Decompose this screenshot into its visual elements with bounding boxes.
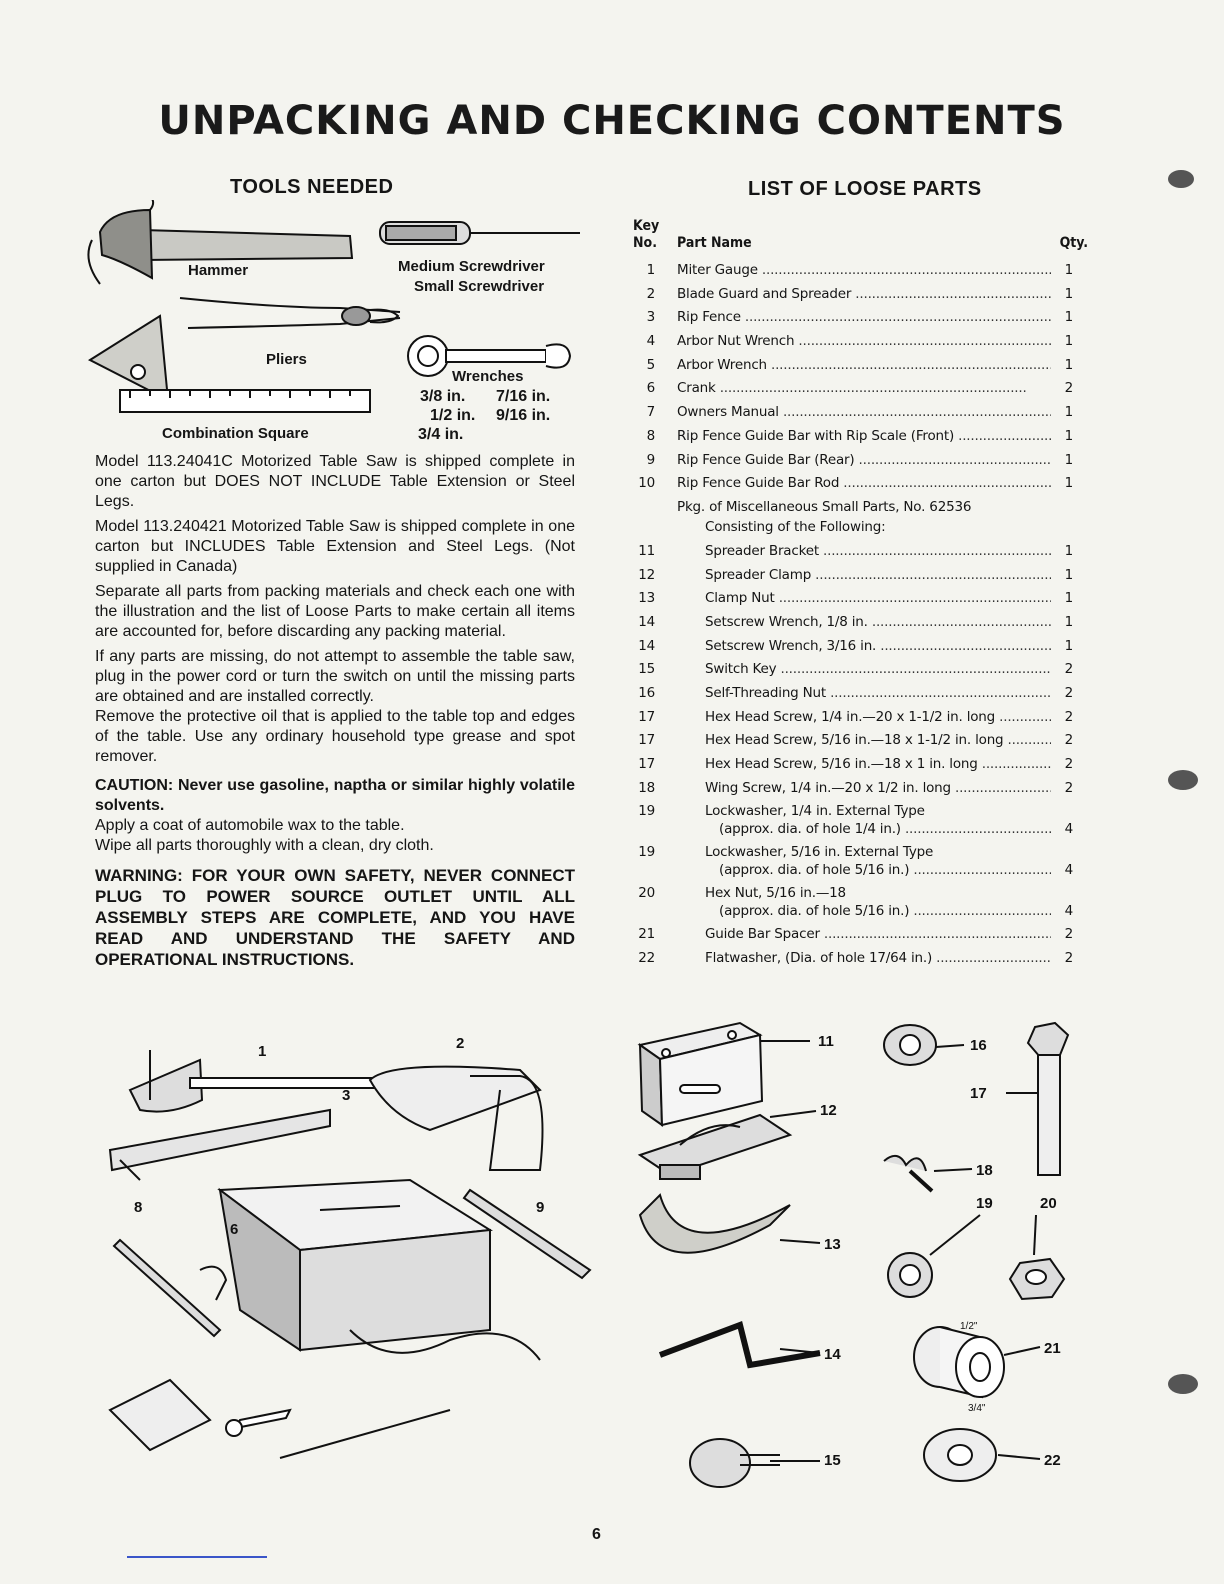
part-row (633, 661, 1073, 685)
part-name-detail: (approx. dia. of hole 1/4 in.) ..... (719, 821, 1051, 837)
misc-package-row (633, 499, 1073, 543)
callout-16: 16 (970, 1037, 987, 1054)
callout-14: 14 (824, 1346, 841, 1363)
part-qty: 2 (1064, 661, 1073, 678)
combination-square-icon (90, 316, 370, 412)
part-row (633, 475, 1073, 499)
part-name: Spreader Bracket ..... (705, 543, 1051, 559)
guide-bar-spacer-icon (914, 1327, 1004, 1397)
part-name: Hex Head Screw, 5/16 in.—18 x 1-1/2 in. long ..... (705, 732, 1051, 748)
part-qty: 1 (1064, 613, 1073, 630)
part-key: 19 (638, 844, 655, 861)
table-saw-parts-diagram (90, 1020, 610, 1490)
rip-fence-icon (110, 1110, 330, 1180)
wrench-size-9-16: 9/16 in. (496, 407, 551, 424)
part-name: Owners Manual ..... (677, 404, 1051, 420)
part-name: Guide Bar Spacer ..... (705, 926, 1051, 942)
part-qty: 1 (1064, 590, 1073, 607)
callout-3: 3 (342, 1087, 351, 1104)
part-name: Arbor Nut Wrench ..... (677, 333, 1051, 349)
part-qty: 2 (1064, 732, 1073, 749)
part-row (633, 543, 1073, 567)
part-qty: 2 (1064, 950, 1073, 967)
part-name: Rip Fence Guide Bar (Rear) ..... (677, 452, 1051, 468)
part-name: Switch Key ..... (705, 661, 1051, 677)
callout-2: 2 (456, 1035, 465, 1052)
part-name: Rip Fence Guide Bar Rod ..... (677, 475, 1051, 491)
part-key: 12 (638, 566, 655, 583)
part-row (633, 756, 1073, 780)
part-row (633, 614, 1073, 638)
part-qty: 1 (1064, 637, 1073, 654)
clamp-nut-icon (640, 1195, 790, 1253)
bottom-link-underline (127, 1556, 267, 1558)
part-qty: 1 (1064, 404, 1073, 421)
part-name: Hex Head Screw, 5/16 in.—18 x 1 in. long ..... (705, 756, 1051, 772)
part-key: 14 (638, 637, 655, 654)
setscrew-wrench-icon (660, 1325, 820, 1365)
scan-speck (1168, 1374, 1198, 1394)
arbor-wrench-icon (226, 1410, 290, 1436)
instructions-text (95, 452, 575, 975)
part-qty: 1 (1064, 451, 1073, 468)
part-qty: 2 (1064, 779, 1073, 796)
part-key: 6 (646, 380, 655, 397)
part-name: Crank ..... (677, 380, 1051, 396)
part-name: Arbor Wrench ..... (677, 357, 1051, 373)
pliers-label: Pliers (266, 351, 307, 368)
part-row (633, 709, 1073, 733)
callout-22: 22 (1044, 1452, 1061, 1469)
wipe-paragraph: Wipe all parts thoroughly with a clean, dry cloth. (95, 837, 434, 854)
loose-parts-heading: LIST OF LOOSE PARTS (748, 178, 982, 200)
part-row (633, 926, 1073, 950)
dimension-half-inch: 1/2" (960, 1321, 978, 1332)
part-row (633, 380, 1073, 404)
part-qty: 2 (1064, 708, 1073, 725)
page-number: 6 (592, 1526, 601, 1543)
part-key: 22 (638, 950, 655, 967)
wrenches-label: Wrenches (452, 368, 524, 385)
part-row (633, 844, 1073, 885)
part-qty: 2 (1064, 756, 1073, 773)
part-key: 4 (646, 333, 655, 350)
small-screwdriver-label: Small Screwdriver (414, 278, 545, 295)
part-qty: 4 (1064, 903, 1073, 920)
part-qty: 4 (1064, 862, 1073, 879)
part-qty: 1 (1064, 285, 1073, 302)
part-key: 10 (638, 475, 655, 492)
part-key: 11 (638, 542, 655, 559)
model-41c-paragraph: Model 113.24041C Motorized Table Saw is shipped complete in one carton but DOES NOT INCLUDE Table Extension or Steel Legs. (95, 453, 575, 510)
part-name-detail: (approx. dia. of hole 5/16 in.) ..... (719, 903, 1051, 919)
callout-21: 21 (1044, 1340, 1061, 1357)
part-row (633, 262, 1073, 286)
callout-6a: 6 (230, 1221, 239, 1238)
callout-17: 17 (970, 1085, 987, 1102)
owners-manual-icon (110, 1380, 210, 1450)
small-parts-diagram (620, 1015, 1090, 1500)
part-row (633, 780, 1073, 804)
callout-15: 15 (824, 1452, 841, 1469)
wrench-size-3-4: 3/4 in. (418, 426, 464, 443)
part-key: 3 (646, 309, 655, 326)
part-row (633, 732, 1073, 756)
dimension-three-quarter-inch: 3/4" (968, 1403, 986, 1414)
medium-screwdriver-label: Medium Screwdriver (398, 258, 545, 275)
part-row (633, 428, 1073, 452)
callout-8: 8 (134, 1199, 143, 1216)
part-name: Wing Screw, 1/4 in.—20 x 1/2 in. long ..... (705, 780, 1051, 796)
hammer-label: Hammer (188, 262, 249, 279)
part-name: Hex Head Screw, 1/4 in.—20 x 1-1/2 in. long ..... (705, 709, 1051, 725)
hex-nut-icon (1010, 1259, 1064, 1299)
part-key: 8 (646, 427, 655, 444)
part-row (633, 638, 1073, 662)
callout-19: 19 (976, 1195, 993, 1212)
part-row (633, 357, 1073, 381)
flatwasher-icon (924, 1429, 996, 1481)
part-name: Lockwasher, 1/4 in. External Type (705, 803, 925, 820)
misc-consisting-line: Consisting of the Following: (705, 518, 886, 535)
callout-13: 13 (824, 1236, 841, 1253)
table-saw-icon (220, 1180, 490, 1350)
part-qty: 2 (1064, 926, 1073, 943)
wax-paragraph: Apply a coat of automobile wax to the table. (95, 817, 405, 834)
model-421-paragraph: Model 113.240421 Motorized Table Saw is shipped complete in one carton but INCLUDES Table Extension and Steel Legs. (Not supplied in Canada) (95, 518, 575, 575)
part-row (633, 567, 1073, 591)
part-key: 9 (646, 451, 655, 468)
part-name-detail: (approx. dia. of hole 5/16 in.) ..... (719, 862, 1051, 878)
qty-header: Qty. (1059, 235, 1088, 251)
part-key: 20 (638, 885, 655, 902)
crank-icon (200, 1267, 226, 1300)
part-key: 2 (646, 285, 655, 302)
callout-20: 20 (1040, 1195, 1057, 1212)
tools-illustration (80, 200, 580, 450)
part-qty: 1 (1064, 309, 1073, 326)
part-key: 16 (638, 685, 655, 701)
guide-bar-front-icon (114, 1240, 220, 1336)
part-key: 17 (638, 708, 655, 725)
pliers-icon (180, 298, 400, 328)
missing-parts-paragraph: If any parts are missing, do not attempt to assemble the table saw, plug in the power cord or turn the switch on until the missing parts are obtained and are installed correctly. (95, 648, 575, 705)
page-title: UNPACKING AND CHECKING CONTENTS (158, 98, 1066, 144)
self-threading-nut-icon (884, 1025, 936, 1065)
part-row (633, 885, 1073, 926)
part-row (633, 404, 1073, 428)
separate-parts-paragraph: Separate all parts from packing materials and check each one with the illustration and the list of Loose Parts to make certain all items are accounted for, before discarding any packing material. (95, 583, 575, 640)
part-name: Clamp Nut ..... (705, 590, 1051, 606)
part-row (633, 803, 1073, 844)
part-key: 18 (638, 779, 655, 796)
warning-text: WARNING: FOR YOUR OWN SAFETY, NEVER CONNECT PLUG TO POWER SOURCE OUTLET UNTIL ALL ASSEMBLY STEPS ARE COMPLETE, AND YOU HAVE READ AND UNDERSTAND THE SAFETY AND OPERATIONAL INSTRUCTIONS. (95, 866, 575, 969)
part-name: Setscrew Wrench, 1/8 in. ..... (705, 614, 1051, 630)
guide-bar-rod-icon (280, 1410, 450, 1458)
part-name: Self-Threading Nut ..... (705, 685, 1051, 701)
part-key: 7 (646, 404, 655, 421)
part-qty: 1 (1064, 542, 1073, 559)
switch-key-icon (690, 1439, 780, 1487)
part-key: 19 (638, 803, 655, 820)
wrench-size-7-16: 7/16 in. (496, 388, 551, 405)
hex-head-screw-icon (1028, 1023, 1068, 1175)
part-key: 14 (638, 613, 655, 630)
tools-needed-heading: TOOLS NEEDED (230, 176, 394, 198)
part-qty: 1 (1064, 475, 1073, 492)
misc-package-line: Pkg. of Miscellaneous Small Parts, No. 62536 (677, 498, 972, 515)
part-row (633, 286, 1073, 310)
part-name: Lockwasher, 5/16 in. External Type (705, 844, 934, 861)
part-row (633, 309, 1073, 333)
part-key: 15 (638, 661, 655, 678)
part-row (633, 590, 1073, 614)
part-key: 17 (638, 732, 655, 749)
wing-screw-icon (884, 1156, 932, 1191)
part-qty: 4 (1064, 821, 1073, 838)
part-qty: 1 (1064, 427, 1073, 444)
part-key: 5 (646, 356, 655, 373)
part-name: Blade Guard and Spreader ..... (677, 286, 1051, 302)
part-name: Rip Fence Guide Bar with Rip Scale (Front) ..... (677, 428, 1051, 444)
part-key: 17 (638, 756, 655, 773)
parts-table (633, 262, 1073, 974)
scan-speck (1168, 770, 1198, 790)
part-qty: 1 (1064, 356, 1073, 373)
key-no-header: Key No. (633, 218, 660, 251)
callout-1: 1 (258, 1043, 267, 1060)
part-qty: 1 (1064, 566, 1073, 583)
part-row (633, 333, 1073, 357)
part-name-header: Part Name (677, 235, 752, 251)
part-name: Miter Gauge ..... (677, 262, 1051, 278)
part-name: Spreader Clamp ..... (705, 567, 1051, 583)
part-qty: 2 (1064, 685, 1073, 701)
part-key: 13 (638, 590, 655, 607)
lockwasher-icon (888, 1253, 932, 1297)
part-name: Setscrew Wrench, 3/16 in. ..... (705, 638, 1051, 654)
screwdriver-icon (380, 222, 580, 244)
part-name: Flatwasher, (Dia. of hole 17/64 in.) ..... (705, 950, 1051, 966)
wrench-size-3-8: 3/8 in. (420, 388, 466, 405)
part-row (633, 452, 1073, 476)
caution-text: CAUTION: Never use gasoline, naptha or similar highly volatile solvents. (95, 777, 575, 814)
callout-12: 12 (820, 1102, 837, 1119)
blade-guard-icon (370, 1067, 543, 1170)
part-name: Rip Fence ..... (677, 309, 1051, 325)
part-qty: 1 (1064, 333, 1073, 350)
callout-9: 9 (536, 1199, 545, 1216)
part-row (633, 685, 1073, 709)
part-qty: 2 (1064, 380, 1073, 397)
combination-square-label: Combination Square (162, 425, 309, 442)
part-qty: 1 (1064, 262, 1073, 278)
part-row (633, 950, 1073, 974)
scan-speck (1168, 170, 1194, 188)
callout-11: 11 (818, 1033, 834, 1050)
remove-oil-paragraph: Remove the protective oil that is applied to the table top and edges of the table. Use any ordinary household type grease and spot remover. (95, 708, 575, 765)
part-key: 1 (646, 262, 655, 278)
wrench-size-1-2: 1/2 in. (430, 407, 476, 424)
part-name: Hex Nut, 5/16 in.—18 (705, 885, 846, 902)
callout-18: 18 (976, 1162, 993, 1179)
part-key: 21 (638, 926, 655, 943)
spreader-bracket-icon (640, 1023, 762, 1125)
